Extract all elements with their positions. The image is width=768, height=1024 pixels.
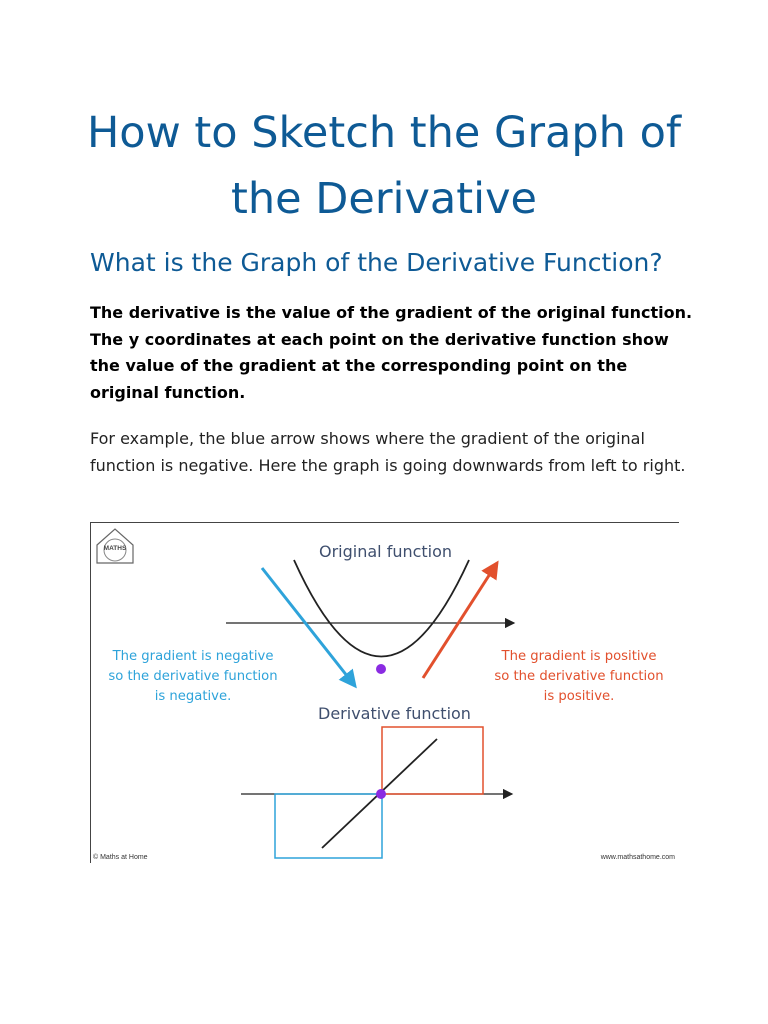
derivative-diagram bbox=[90, 522, 679, 863]
negative-gradient-note: The gradient is negative so the derivative function is negative. bbox=[108, 649, 278, 704]
original-function-label: Original function bbox=[319, 542, 453, 561]
derivative-zero-point bbox=[376, 789, 386, 799]
document-title: How to Sketch the Graph of the Derivative bbox=[86, 108, 682, 224]
positive-region-box bbox=[382, 727, 483, 794]
positive-gradient-note: The gradient is positive so the derivative function is positive. bbox=[494, 649, 664, 704]
definition-paragraph: The derivative is the value of the gradient of the original function. The y coordinates at each point on the derivative function show the value of the gradient at the corresponding point on the original function. bbox=[90, 303, 693, 402]
copyright-credit: © Maths at Home bbox=[93, 854, 148, 861]
section-heading: What is the Graph of the Derivative Function? bbox=[90, 248, 663, 277]
logo bbox=[93, 529, 137, 567]
logo-text: MATHS bbox=[103, 545, 127, 552]
example-paragraph: For example, the blue arrow shows where the gradient of the original function is negative. Here the graph is going downwards from left to right. bbox=[90, 429, 686, 475]
website-credit: www.mathsathome.com bbox=[600, 854, 675, 861]
derivative-function-label: Derivative function bbox=[318, 704, 471, 723]
negative-region-box bbox=[275, 794, 382, 858]
turning-point bbox=[376, 664, 386, 674]
